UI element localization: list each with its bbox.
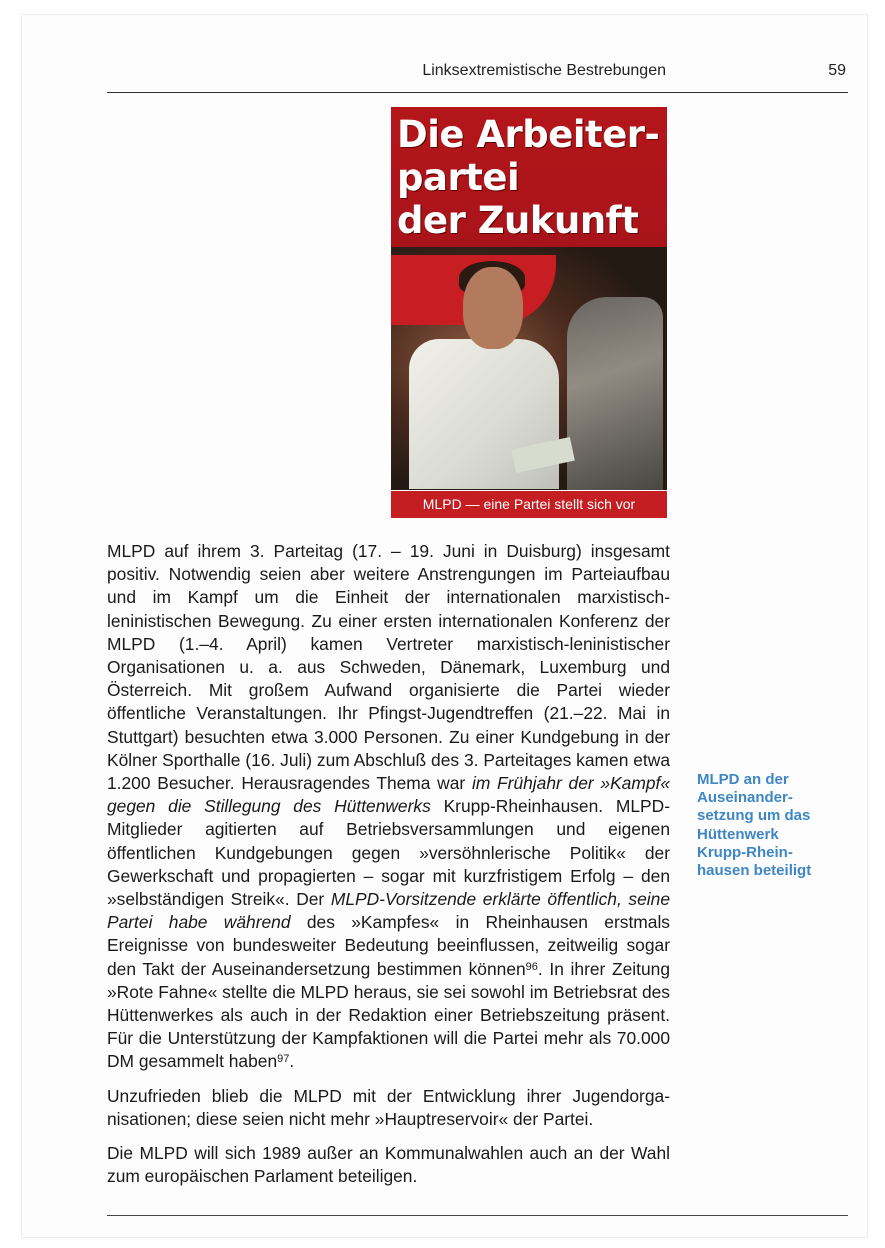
italic-run: MLPD-Vorsitzende erklärte öffentlich, seine Partei habe während bbox=[107, 889, 670, 933]
footnote-ref-96: 96 bbox=[525, 960, 538, 973]
paragraph bbox=[107, 540, 670, 1074]
poster-headline-line: partei bbox=[397, 156, 520, 199]
margin-note-line: Auseinander- bbox=[697, 789, 793, 807]
text-run: . In ihrer Zeitung »Rote Fahne« stellte die MLPD heraus, sie sei sowohl im Betriebsrat des Hüttenwerkes als auch in der Redaktion einer Betriebszeitung präsent. Für die Unterstützung der Kampfaktionen will die Partei mehr als 70.000 DM gesammelt haben bbox=[107, 958, 670, 1072]
footnote-ref-97: 97 bbox=[277, 1053, 290, 1066]
margin-note-line: Krupp-Rhein- bbox=[697, 843, 793, 861]
poster-headline-line: Die Arbeiter- bbox=[397, 113, 660, 156]
margin-note-line: MLPD an der bbox=[697, 771, 789, 788]
poster-caption: MLPD — eine Partei stellt sich vor bbox=[391, 490, 667, 518]
margin-note-line: hausen beteiligt bbox=[697, 862, 812, 880]
page-number: 59 bbox=[828, 62, 846, 79]
footer-rule bbox=[107, 1215, 848, 1216]
margin-note-line: Hüttenwerk bbox=[697, 825, 779, 843]
running-header bbox=[107, 62, 848, 86]
paragraph: Unzufrieden blieb die MLPD mit der Entwicklung ihrer Jugendorganisationen; diese seien nicht mehr »Hauptreservoir« der Partei. bbox=[107, 1085, 670, 1129]
poster-headline-line: der Zukunft bbox=[397, 199, 639, 242]
header-rule bbox=[107, 92, 848, 93]
body-text bbox=[107, 540, 670, 1199]
margin-note bbox=[697, 771, 837, 880]
text-run: . bbox=[289, 1051, 295, 1072]
text-run: MLPD auf ihrem 3. Parteitag (17. – 19. Juni in Duisburg) insgesamt positiv. Notwendig seien aber weitere Anstrengungen im Parteiaufbau und im Kampf um die Einheit der internationalen marxistisch-leninistischen Bewegung. Zu einer ersten internationalen Konferenz der MLPD (1.–4. April) kamen Vertreter marxistisch-leninistischer Organisationen u. a. aus Schweden, Dänemark, Luxemburg und Österreich. Mit großem Aufwand organisierte die Partei wieder öffentliche Veranstaltungen. Ihr Pfingst-Jugendtreffen (21.–22. Mai in Stuttgart) besuchten etwa 3.000 Personen. Zu einer Kundgebung in der Kölner Sporthalle (16. Juli) zum Abschluß des 3. Parteitages kamen etwa 1.200 Besucher. Herausragendes Thema war bbox=[107, 541, 670, 794]
text-run: des »Kampfes« in Rheinhausen erstmals Ereignisse von bundesweiter Bedeutung beeinflussen, zeitweilig sogar den Takt der Auseinandersetzung bestimmen können bbox=[107, 912, 671, 979]
paragraph: Die MLPD will sich 1989 außer an Kommunalwahlen auch an der Wahl zum europäischen Parlament beteiligen. bbox=[107, 1143, 670, 1187]
italic-run: im Frühjahr der »Kampf« gegen die Stillegung des Hüttenwerks bbox=[107, 773, 671, 817]
poster-headline bbox=[397, 113, 663, 242]
second-person-figure bbox=[567, 297, 663, 492]
poster-image bbox=[391, 107, 667, 518]
margin-note-line: setzung um das bbox=[697, 807, 811, 825]
text-run: Krupp-Rheinhausen. MLPD-Mitglieder agitierten auf Betriebsversammlungen und eigenen öffentlichen Kundgebungen gegen »versöhnlerische Politik« der Gewerkschaft und propagierten – sogar mit kurzfristigem Erfolg – den »selbständigen Streik«. Der bbox=[107, 796, 671, 910]
running-title: Linksextremistische Bestrebungen bbox=[422, 62, 666, 79]
man-head bbox=[463, 267, 523, 349]
